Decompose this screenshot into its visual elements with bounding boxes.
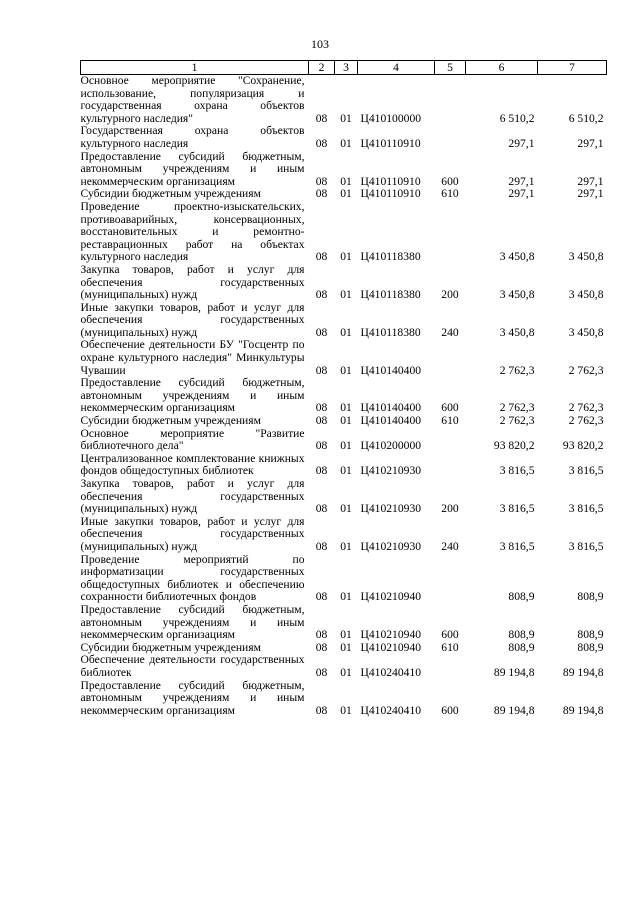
row-subsection: 01: [340, 136, 352, 150]
row-amount-1: 2 762,3: [499, 363, 535, 377]
row-expense-type: [435, 554, 466, 604]
row-section: 08: [315, 111, 328, 125]
row-amount-1: 6 510,2: [499, 111, 535, 125]
row-target-article: Ц410210930: [360, 539, 422, 553]
row-amount-2: 2 762,3: [568, 414, 604, 428]
row-name: Иные закупки товаров, работ и услуг для обеспечения государственных (муниципальных) нужд: [80, 514, 305, 553]
table-row: [81, 428, 607, 453]
row-target-article: Ц410110910: [360, 174, 421, 188]
row-subsection: 01: [340, 464, 352, 478]
row-name: Предоставление субсидий бюджетным, автономным учреждениям и иным некоммерческим организациям: [80, 678, 305, 717]
row-expense-type: [435, 75, 466, 126]
row-target-article: Ц410110910: [360, 187, 421, 201]
row-expense-type: [435, 428, 466, 453]
row-amount-1: 89 194,8: [493, 703, 535, 717]
table-row: [81, 302, 607, 340]
row-amount-2: 89 194,8: [562, 703, 604, 717]
row-name: Закупка товаров, работ и услуг для обеспечения государственных (муниципальных) нужд: [80, 477, 305, 516]
row-subsection: 01: [340, 665, 352, 679]
row-amount-1: 808,9: [508, 628, 535, 642]
row-amount-2: 2 762,3: [568, 363, 604, 377]
row-expense-type: [435, 339, 466, 377]
row-target-article: Ц410210940: [360, 628, 422, 642]
table-row: [81, 125, 607, 150]
row-expense-type: 240: [441, 539, 459, 553]
column-header-amount-1: 6: [466, 61, 538, 75]
row-section: 08: [315, 590, 328, 604]
row-section: 08: [315, 464, 328, 478]
row-name: Обеспечение деятельности БУ "Госцентр по охране культурного наследия" Минкультуры Чувашии: [80, 338, 305, 377]
row-amount-1: 297,1: [508, 136, 535, 150]
row-amount-1: 93 820,2: [493, 439, 535, 453]
budget-table: [80, 60, 607, 717]
row-section: 08: [315, 439, 328, 453]
row-amount-2: 3 816,5: [568, 502, 604, 516]
row-subsection: 01: [340, 363, 352, 377]
row-name: Основное мероприятие "Развитие библиотечного дела": [80, 426, 305, 453]
row-target-article: Ц410100000: [360, 111, 422, 125]
row-subsection: 01: [340, 288, 352, 302]
table-row: [81, 654, 607, 679]
row-section: 08: [315, 174, 328, 188]
row-amount-1: 3 450,8: [499, 250, 535, 264]
row-expense-type: 600: [441, 628, 459, 642]
row-subsection: 01: [340, 174, 352, 188]
table-row: [81, 377, 607, 415]
row-name: Предоставление субсидий бюджетным, автономным учреждениям и иным некоммерческим организациям: [80, 376, 305, 415]
row-amount-1: 2 762,3: [499, 414, 535, 428]
row-expense-type: 610: [441, 414, 459, 428]
row-amount-2: 3 450,8: [568, 288, 604, 302]
row-expense-type: 200: [441, 288, 459, 302]
column-header-section: 2: [309, 61, 335, 75]
row-target-article: Ц410210930: [360, 502, 422, 516]
table-row: [81, 201, 607, 264]
row-target-article: Ц410210940: [360, 590, 422, 604]
row-section: 08: [315, 187, 328, 201]
row-section: 08: [315, 703, 328, 717]
row-expense-type: [435, 125, 466, 150]
table-row: [81, 680, 607, 718]
row-target-article: Ц410240410: [360, 665, 422, 679]
row-name: Проведение проектно-изыскательских, противоаварийных, консервационных, восстановительных и ремонтно-реставрационных работ на объектах культурного наследия: [80, 199, 305, 264]
row-amount-2: 3 816,5: [568, 539, 604, 553]
column-header-amount-2: 7: [538, 61, 607, 75]
row-expense-type: 610: [441, 640, 459, 654]
row-amount-1: 3 816,5: [499, 539, 535, 553]
table-row: [81, 415, 607, 428]
row-section: 08: [315, 628, 328, 642]
row-amount-2: 297,1: [577, 174, 604, 188]
row-name: Предоставление субсидий бюджетным, автономным учреждениям и иным некоммерческим организациям: [80, 149, 305, 188]
row-expense-type: 200: [441, 502, 459, 516]
row-target-article: Ц410240410: [360, 703, 422, 717]
table-row: [81, 604, 607, 642]
row-amount-2: 297,1: [577, 187, 604, 201]
table-row: [81, 516, 607, 554]
table-row: [81, 554, 607, 604]
row-subsection: 01: [340, 439, 352, 453]
row-expense-type: 600: [441, 703, 459, 717]
row-name: Иные закупки товаров, работ и услуг для обеспечения государственных (муниципальных) нужд: [80, 300, 305, 339]
row-name: Субсидии бюджетным учреждениям: [80, 414, 261, 428]
row-expense-type: 240: [441, 325, 459, 339]
column-header-name: 1: [81, 61, 309, 75]
table-row: [81, 453, 607, 478]
row-amount-2: 2 762,3: [568, 401, 604, 415]
row-target-article: Ц410118380: [360, 325, 421, 339]
row-subsection: 01: [340, 187, 352, 201]
row-subsection: 01: [340, 640, 352, 654]
row-target-article: Ц410118380: [360, 288, 421, 302]
row-name: Централизованное комплектование книжных фондов общедоступных библиотек: [80, 451, 305, 478]
row-section: 08: [315, 363, 328, 377]
table-row: [81, 339, 607, 377]
table-row: [81, 264, 607, 302]
row-name: Предоставление субсидий бюджетным, автономным учреждениям и иным некоммерческим организациям: [80, 602, 305, 642]
table-row: [81, 75, 607, 126]
table-row: [81, 478, 607, 516]
row-name: Проведение мероприятий по информатизации государственных общедоступных библиотек и обеспечению сохранности библиотечных фондов: [80, 552, 305, 604]
row-subsection: 01: [340, 414, 352, 428]
row-amount-1: 3 816,5: [499, 502, 535, 516]
row-amount-2: 89 194,8: [562, 665, 604, 679]
page-number: 103: [311, 37, 329, 51]
row-amount-2: 808,9: [577, 640, 604, 654]
row-section: 08: [315, 640, 328, 654]
row-subsection: 01: [340, 502, 352, 516]
row-name: Государственная охрана объектов культурного наследия: [80, 124, 305, 150]
row-subsection: 01: [340, 401, 352, 415]
row-subsection: 01: [340, 111, 352, 125]
row-target-article: Ц410200000: [360, 439, 422, 453]
column-header-subsection: 3: [335, 61, 358, 75]
row-amount-1: 297,1: [508, 187, 535, 201]
row-target-article: Ц410140400: [360, 363, 422, 377]
row-amount-1: 3 816,5: [499, 464, 535, 478]
row-amount-1: 808,9: [508, 590, 535, 604]
row-subsection: 01: [340, 539, 352, 553]
row-target-article: Ц410118380: [360, 250, 421, 264]
row-amount-2: 3 450,8: [568, 325, 604, 339]
row-section: 08: [315, 665, 328, 679]
table-body: [81, 75, 607, 718]
row-amount-1: 3 450,8: [499, 325, 535, 339]
row-amount-1: 297,1: [508, 174, 535, 188]
table-header: [81, 61, 607, 75]
row-target-article: Ц410210930: [360, 464, 422, 478]
row-amount-1: 2 762,3: [499, 401, 535, 415]
row-section: 08: [315, 136, 328, 150]
column-header-expense-type: 5: [435, 61, 466, 75]
row-amount-2: 6 510,2: [568, 111, 604, 125]
row-section: 08: [315, 502, 328, 516]
row-subsection: 01: [340, 703, 352, 717]
table-row: [81, 151, 607, 189]
row-name: Закупка товаров, работ и услуг для обеспечения государственных (муниципальных) нужд: [80, 262, 305, 302]
row-target-article: Ц410140400: [360, 414, 422, 428]
row-name: Обеспечение деятельности государственных библиотек: [80, 653, 305, 679]
row-section: 08: [315, 288, 328, 302]
row-expense-type: 600: [441, 401, 459, 415]
row-target-article: Ц410210940: [360, 640, 422, 654]
row-target-article: Ц410110910: [360, 136, 421, 150]
row-subsection: 01: [340, 325, 352, 339]
row-expense-type: 610: [441, 187, 459, 201]
row-subsection: 01: [340, 250, 352, 264]
row-target-article: Ц410140400: [360, 401, 422, 415]
row-amount-2: 297,1: [577, 136, 604, 150]
row-section: 08: [315, 539, 328, 553]
row-amount-2: 808,9: [577, 590, 604, 604]
row-expense-type: [435, 654, 466, 679]
row-section: 08: [315, 414, 328, 428]
row-amount-1: 3 450,8: [499, 288, 535, 302]
row-expense-type: [435, 453, 466, 478]
column-header-target-article: 4: [358, 61, 435, 75]
row-amount-1: 89 194,8: [493, 665, 535, 679]
row-expense-type: 600: [441, 174, 459, 188]
row-amount-2: 3 450,8: [568, 250, 604, 264]
row-section: 08: [315, 250, 328, 264]
row-section: 08: [315, 325, 328, 339]
row-subsection: 01: [340, 628, 352, 642]
row-name: Субсидии бюджетным учреждениям: [80, 187, 261, 201]
row-name: Субсидии бюджетным учреждениям: [80, 640, 261, 654]
row-name: Основное мероприятие "Сохранение, использование, популяризация и государственная охрана объектов культурного наследия": [80, 74, 305, 125]
row-amount-2: 93 820,2: [562, 439, 604, 453]
row-section: 08: [315, 401, 328, 415]
row-expense-type: [435, 201, 466, 264]
row-amount-2: 808,9: [577, 628, 604, 642]
row-amount-2: 3 816,5: [568, 464, 604, 478]
row-amount-1: 808,9: [508, 640, 535, 654]
row-subsection: 01: [340, 590, 352, 604]
